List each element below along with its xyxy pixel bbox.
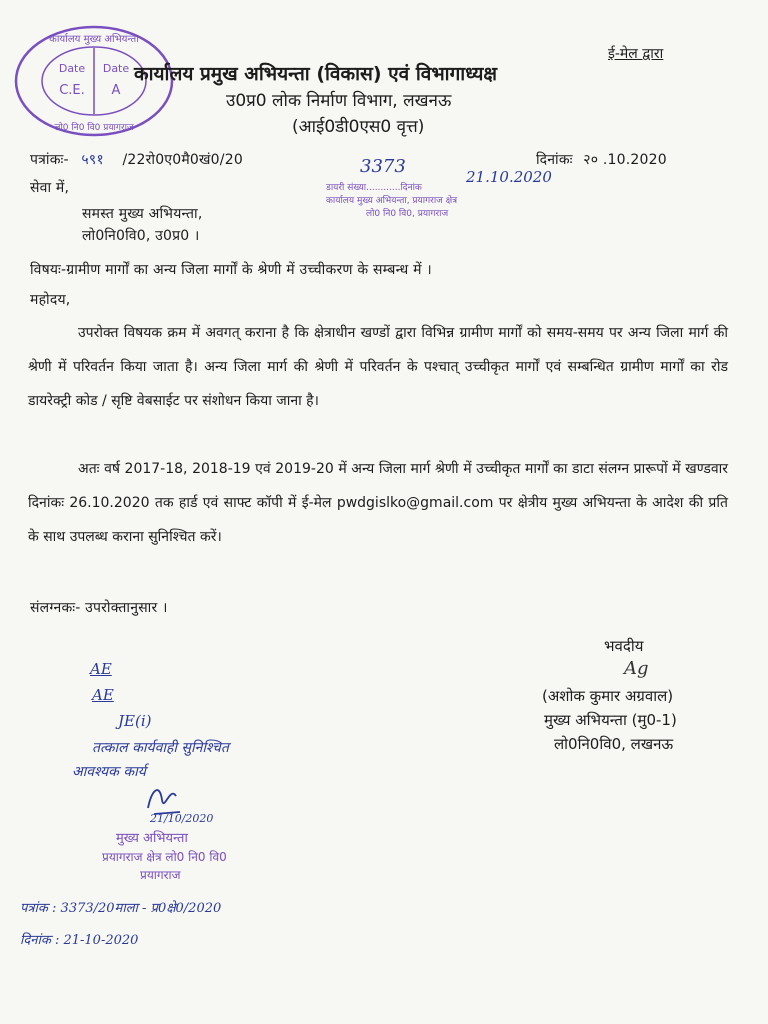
ref-code: /22रो0ए0मै0खं0/20 (122, 152, 243, 168)
ref-date-value: २० .10.2020 (583, 152, 667, 168)
receipt-stamp-line-3: लो0 नि0 वि0, प्रयागराज (366, 209, 449, 219)
ref-number (30, 150, 243, 169)
seal-a: A (111, 83, 121, 98)
endorsement-city: प्रयागराज (140, 868, 181, 882)
closing: भवदीय (604, 637, 644, 655)
endorsement-office: प्रयागराज क्षेत्र लो0 नि0 वि0 (102, 850, 227, 864)
endorsement-title: मुख्य अभियन्ता (116, 831, 188, 846)
footer-handwritten-ref: पत्रांक : 3373/20माला - प्र0क्षे0/2020 (20, 901, 222, 916)
seal-date-label: Date (58, 62, 86, 75)
signatory-name: (अशोक कुमार अग्रवाल) (542, 687, 674, 705)
receipt-number-handwritten: 3373 (360, 156, 406, 177)
seal-bottom-text: लो0 नि0 वि0 प्रयागराज (54, 123, 134, 133)
receipt-stamp-line-2: कार्यालय मुख्य अभियन्ता, प्रयागराज क्षेत्र (326, 196, 458, 206)
signatory-designation: मुख्य अभियन्ता (मु0-1) (544, 711, 677, 729)
header-line-3: (आई0डी0एस0 वृत्त) (292, 117, 425, 137)
endorsement-note-2: आवश्यक कार्य (72, 764, 146, 780)
to-line-2: लो0नि0वि0, उ0प्र0 । (82, 228, 200, 244)
header-line-2: उ0प्र0 लोक निर्माण विभाग, लखनऊ (226, 91, 452, 111)
seal-ce: C.E. (59, 83, 85, 98)
ref-date-label: दिनांकः (536, 152, 573, 168)
endorsement-ae-1: AE (90, 660, 112, 678)
seal-ring-text: कार्यालय मुख्य अभियन्ता (49, 34, 139, 45)
enclosure: संलग्नकः- उपरोक्तानुसार । (30, 600, 168, 616)
to-line-1: समस्त मुख्य अभियन्ता, (82, 206, 203, 222)
to-salutation: सेवा में, (30, 180, 70, 196)
header-line-1: कार्यालय प्रमुख अभियन्ता (विकास) एवं विभागाध्यक्ष (134, 63, 498, 85)
ref-date (536, 150, 667, 169)
paragraph-2: अतः वर्ष 2017-18, 2018-19 एवं 2019-20 में अन्य जिला मार्ग श्रेणी में उच्चीकृत मार्गों का डाटा संलग्न प्रारूपों में खण्डवार दिनांकः 26.10.2020 तक हार्ड एवं साफ्ट कॉपी में ई-मेल pwdgislko@gmail.com पर क्षेत्रीय मुख्य अभियन्ता के आदेश की प्रति के साथ उपलब्ध कराना सुनिश्चित करें। (28, 461, 728, 545)
endorsement-note-1: तत्काल कार्यवाही सुनिश्चित (92, 740, 229, 756)
seal-date-label-2: Date (102, 62, 130, 75)
ref-number-value: ५९१ (81, 152, 104, 168)
ref-label: पत्रांकः- (30, 152, 69, 168)
endorsement-je: JE(i) (118, 712, 152, 730)
endorsement-date: 21/10/2020 (150, 812, 214, 825)
receipt-date-handwritten: 21.10.2020 (466, 168, 552, 186)
email-note: ई-मेल द्वारा (608, 46, 664, 62)
endorsement-ae-2: AE (92, 686, 114, 704)
greeting: महोदय, (30, 292, 71, 308)
signature-initials: Ag (624, 658, 649, 679)
signatory-office: लो0नि0वि0, लखनऊ (554, 735, 674, 753)
paragraph-1: उपरोक्त विषयक क्रम में अवगत् कराना है कि क्षेत्राधीन खण्डों द्वारा विभिन्न ग्रामीण मार्गों को समय-समय पर अन्य जिला मार्ग की श्रेणी में परिवर्तन किया जाता है। अन्य जिला मार्ग की श्रेणी में परिवर्तन के पश्चात् उच्चीकृत मार्गों एवं सम्बन्धित ग्रामीण मार्गों का रोड डायरेक्ट्री कोड / सृष्टि वेबसाईट पर संशोधन किया जाना है। (28, 325, 728, 409)
subject: विषयः-ग्रामीण मार्गों का अन्य जिला मार्गों के श्रेणी में उच्चीकरण के सम्बन्ध में । (30, 262, 432, 278)
receipt-stamp-line-1: डायरी संख्या............दिनांक (326, 183, 422, 193)
footer-handwritten-date: दिनांक : 21-10-2020 (20, 933, 139, 948)
